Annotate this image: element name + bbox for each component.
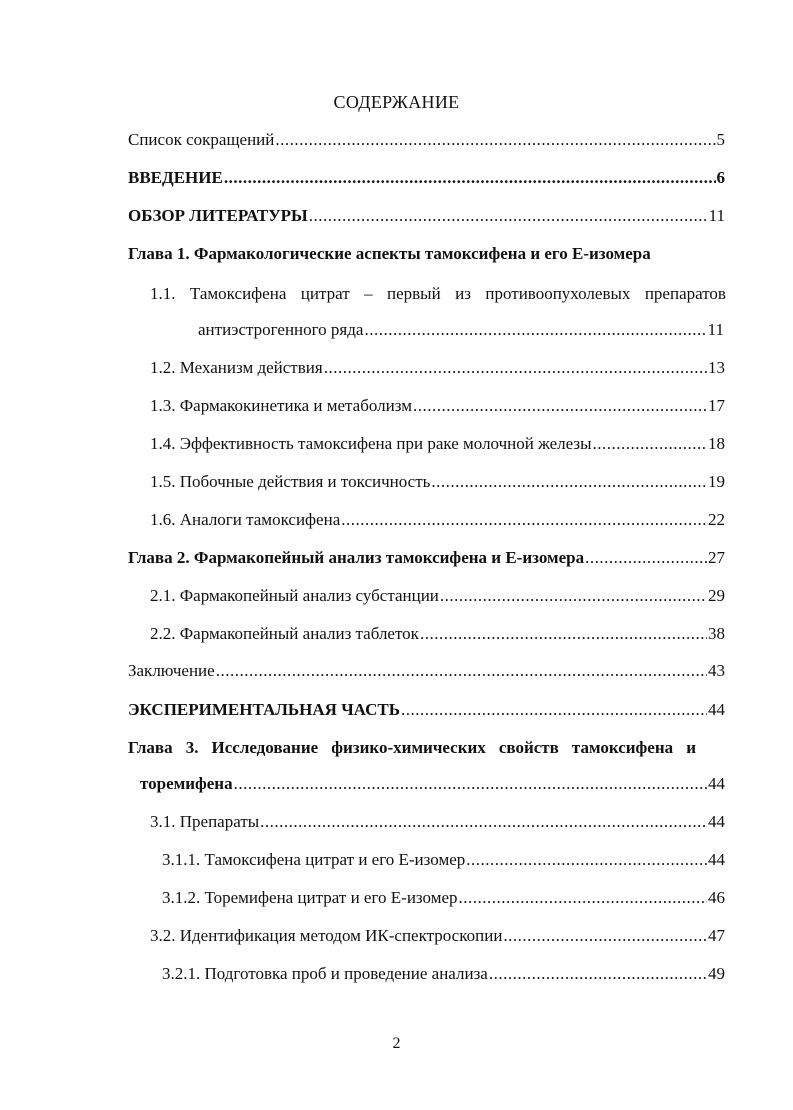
toc-leader-dots [459,888,707,908]
toc-entry[interactable] [150,472,725,492]
toc-entry-page: 27 [708,548,725,567]
toc-word: первый [387,284,441,303]
toc-entry-page: 18 [708,434,725,453]
toc-entry-page: 6 [716,168,725,187]
toc-leader-dots [466,850,707,870]
toc-chapter-heading[interactable]: Глава 1. Фармакологические аспекты тамоксифена и его Е-изомера [128,244,651,263]
toc-entry[interactable] [128,168,725,188]
toc-word: тамоксифена [571,738,674,757]
toc-leader-dots [216,661,707,681]
toc-entry[interactable] [150,812,725,832]
toc-entry[interactable] [150,510,725,530]
toc-entry-label: 3.2.1. Подготовка проб и проведение анализа [162,964,488,983]
toc-entry[interactable] [150,434,725,454]
toc-leader-dots [440,586,707,606]
toc-entry-page: 46 [708,888,725,907]
toc-leader-dots [324,358,707,378]
toc-entry[interactable] [128,206,725,226]
toc-entry[interactable] [162,964,725,984]
toc-entry-label: ЭКСПЕРИМЕНТАЛЬНАЯ ЧАСТЬ [128,700,400,719]
toc-word: из [455,284,471,303]
toc-leader-dots [401,700,707,720]
toc-entry-label: 1.4. Эффективность тамоксифена при раке молочной железы [150,434,592,453]
toc-entry-page: 11 [707,320,724,339]
toc-word: Глава [128,738,173,757]
toc-entry-page: 22 [708,510,725,529]
toc-entry-page: 49 [708,964,725,983]
toc-entry[interactable] [198,320,724,340]
toc-leader-dots [489,964,707,984]
toc-title: СОДЕРЖАНИЕ [333,92,460,112]
toc-entry-label: антиэстрогенного ряда [198,320,364,339]
toc-entry[interactable] [162,888,725,908]
toc-entry-page: 19 [708,472,725,491]
toc-word: Тамоксифена [189,284,287,303]
toc-entry-label: Заключение [128,661,215,680]
toc-entry-label: Список сокращений [128,130,275,149]
toc-entry[interactable] [128,548,725,568]
toc-word: 1.1. [150,284,176,303]
toc-word: препаратов [644,284,726,303]
toc-entry-page: 44 [708,850,725,869]
toc-entry-label: 3.1.1. Тамоксифена цитрат и его Е-изомер [162,850,466,869]
toc-entry-label: 3.1.2. Торемифена цитрат и его Е-изомер [162,888,458,907]
toc-entry-label: Глава 2. Фармакопейный анализ тамоксифена и Е-изомера [128,548,585,567]
toc-entry-page: 17 [708,396,725,415]
toc-entry[interactable] [128,661,725,681]
toc-entry[interactable] [150,396,725,416]
toc-word: цитрат [300,284,350,303]
toc-word: Исследование [211,738,319,757]
toc-entry[interactable] [128,130,725,150]
toc-entry-page: 5 [716,130,725,149]
toc-leader-dots [503,926,707,946]
toc-entry-label: 2.2. Фармакопейный анализ таблеток [150,624,419,643]
toc-leader-dots [413,396,707,416]
toc-entry-label: торемифена [140,774,233,793]
toc-entry[interactable] [140,774,725,794]
toc-entry[interactable] [150,586,725,606]
toc-entry-page: 47 [708,926,725,945]
toc-entry-label: 1.5. Побочные действия и токсичность [150,472,431,491]
toc-leader-dots [224,168,716,188]
toc-leader-dots [593,434,707,454]
toc-word: физико-химических [331,738,486,757]
toc-entry-label: 1.3. Фармакокинетика и метаболизм [150,396,412,415]
toc-entry-label: ОБЗОР ЛИТЕРАТУРЫ [128,206,308,225]
toc-entry-page: 11 [708,206,725,225]
toc-entry[interactable] [150,926,725,946]
toc-leader-dots [260,812,707,832]
toc-entry-page: 13 [708,358,725,377]
toc-leader-dots [420,624,707,644]
toc-leader-dots [585,548,707,568]
page-number: 2 [392,1035,401,1052]
toc-word: свойств [498,738,559,757]
toc-word: 3. [185,738,199,757]
toc-entry-label: 2.1. Фармакопейный анализ субстанции [150,586,439,605]
toc-entry-page: 43 [708,661,725,680]
toc-entry-page: 29 [708,586,725,605]
toc-entry-first-line[interactable] [150,284,726,304]
toc-entry[interactable] [150,624,725,644]
toc-entry-label: ВВЕДЕНИЕ [128,168,223,187]
toc-entry[interactable] [128,700,725,720]
toc-entry-page: 38 [708,624,725,643]
toc-leader-dots [234,774,707,794]
toc-entry-label: 1.6. Аналоги тамоксифена [150,510,341,529]
toc-entry[interactable] [162,850,725,870]
toc-entry[interactable] [150,358,725,378]
toc-leader-dots [364,320,706,340]
toc-entry-first-line[interactable] [128,738,696,758]
toc-word: и [686,738,696,757]
toc-leader-dots [431,472,707,492]
toc-word: противоопухолевых [485,284,631,303]
toc-leader-dots [309,206,708,226]
toc-entry-label: 1.2. Механизм действия [150,358,323,377]
toc-entry-label: 3.1. Препараты [150,812,260,831]
toc-entry-page: 44 [708,774,725,793]
toc-entry-page: 44 [708,812,725,831]
toc-word: – [364,284,373,303]
toc-entry-page: 44 [708,700,725,719]
toc-leader-dots [341,510,707,530]
toc-entry-label: 3.2. Идентификация методом ИК-спектроскопии [150,926,503,945]
toc-leader-dots [275,130,715,150]
